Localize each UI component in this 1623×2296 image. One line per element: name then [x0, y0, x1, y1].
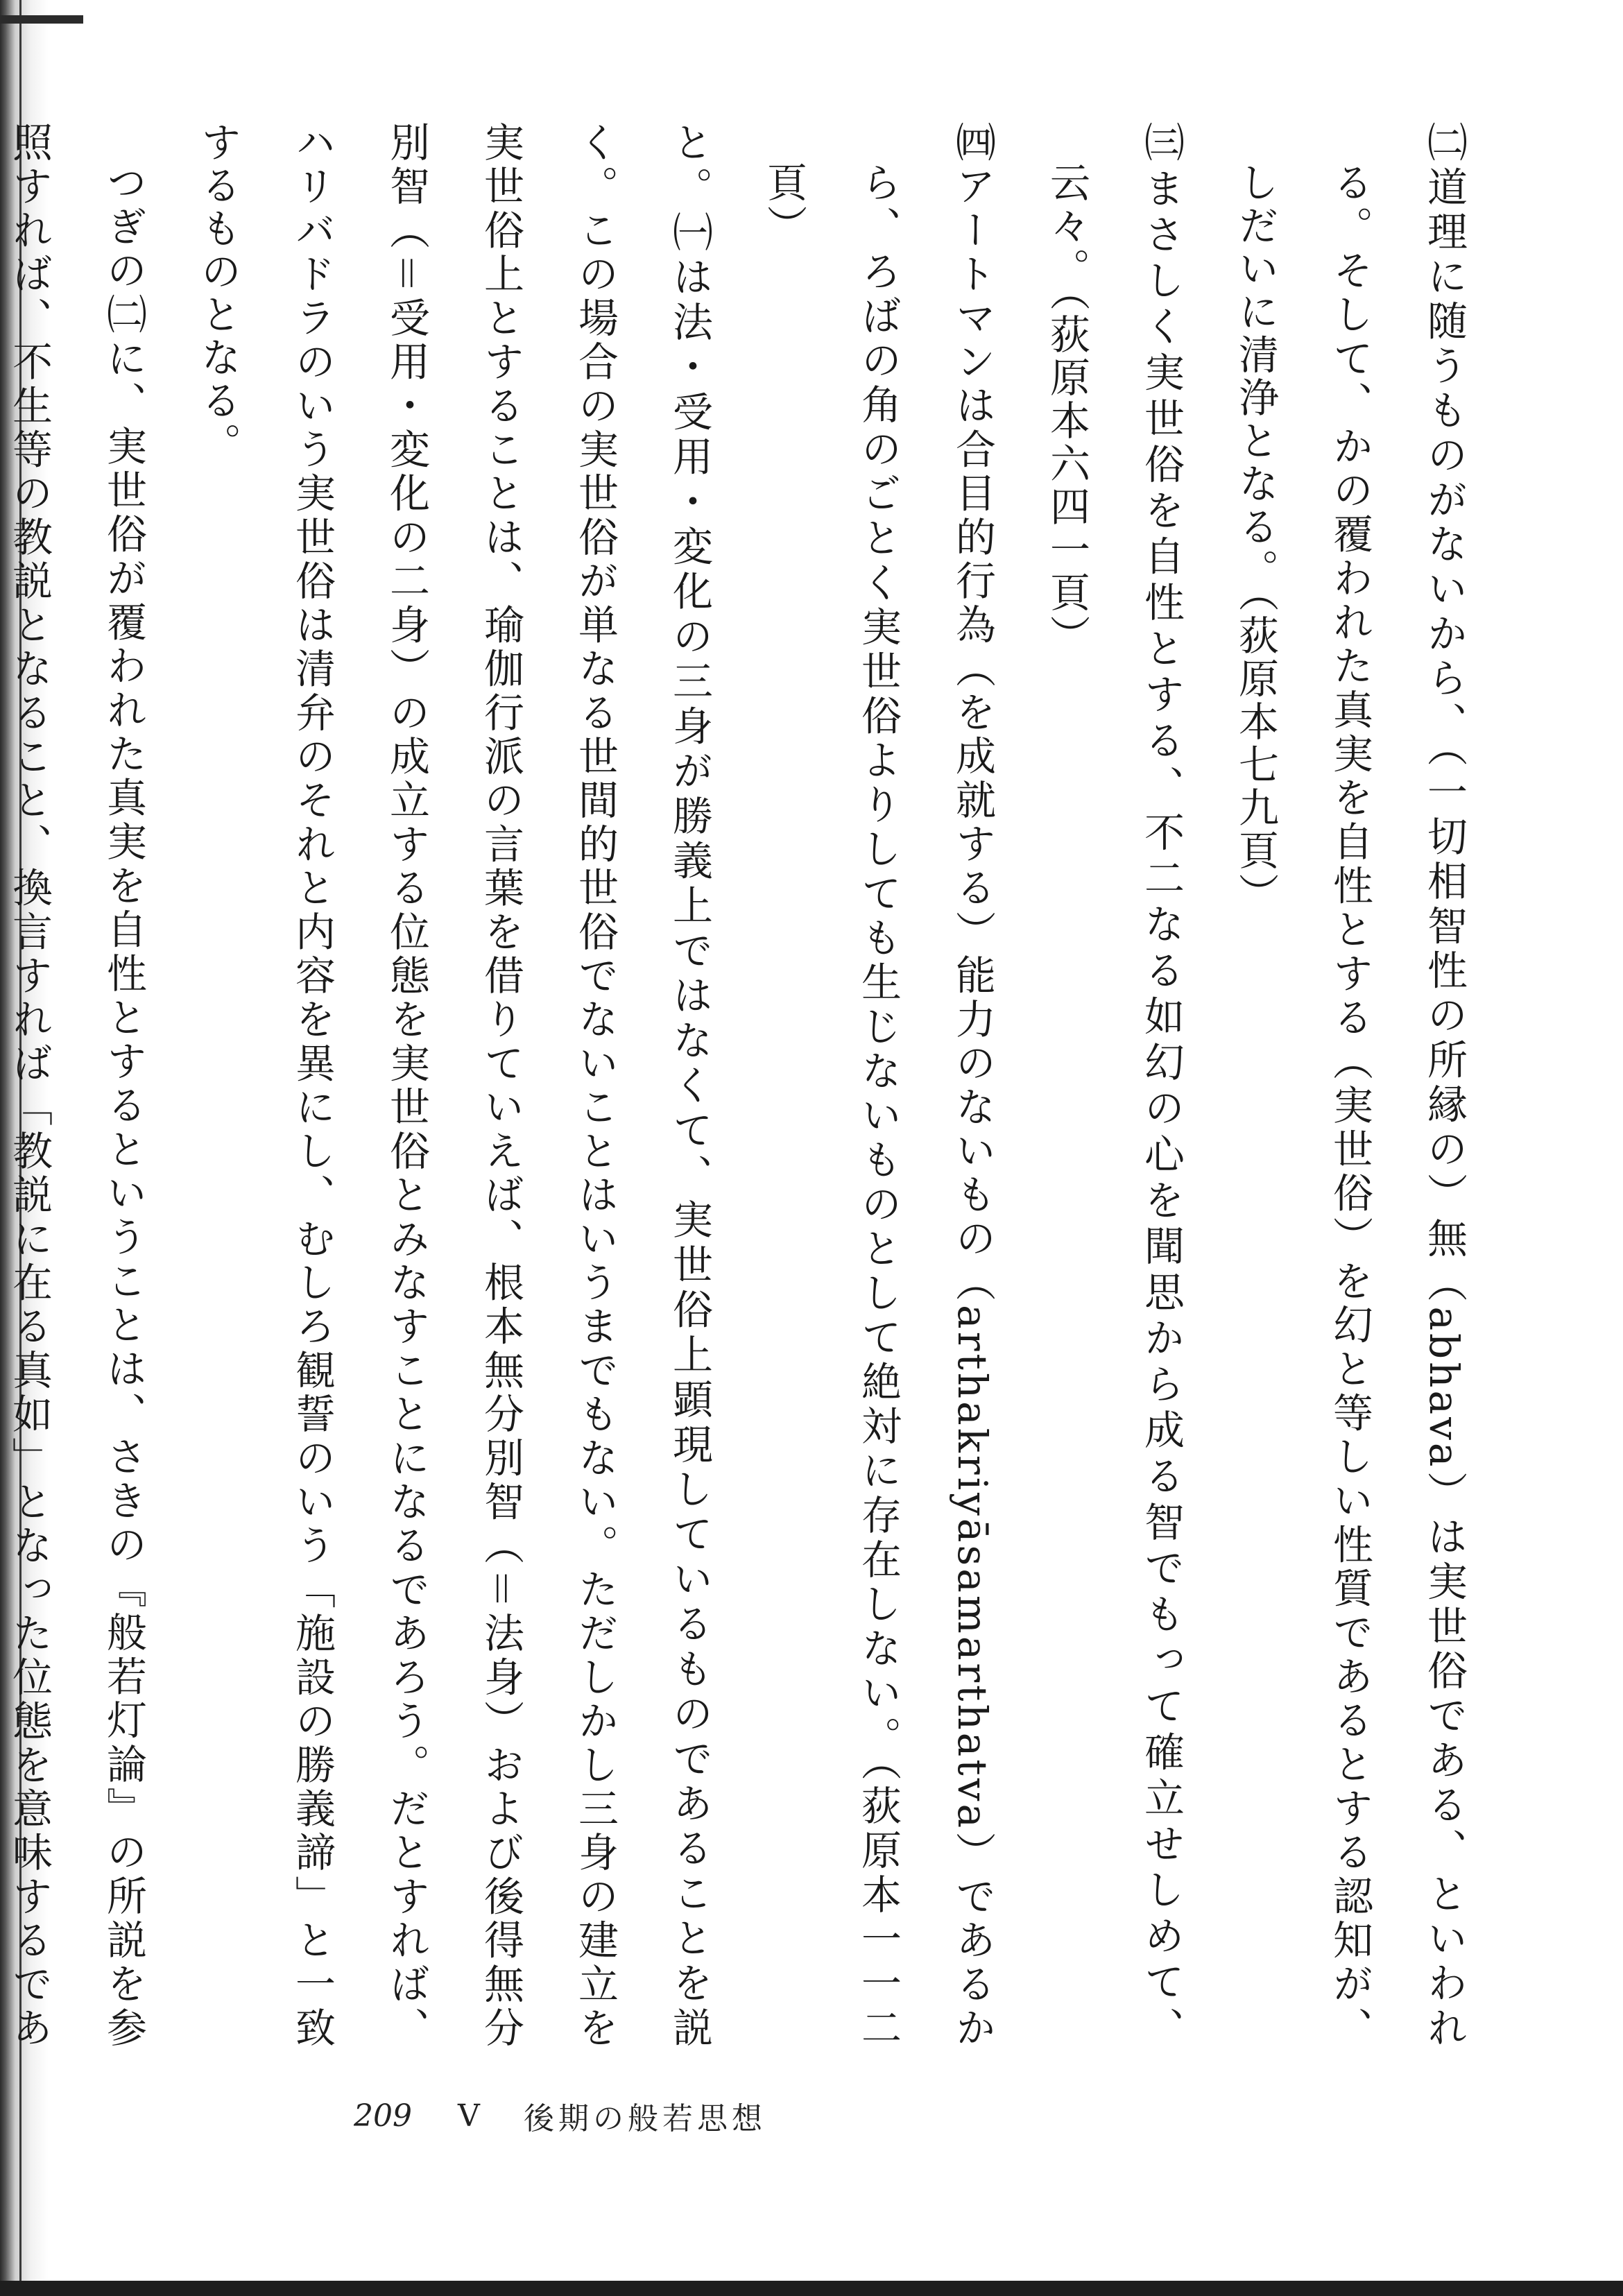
- quotation-item-3: ㈢まさしく実世俗を自性とする、不二なる如幻の心を聞思から成る智でもって確立せしめて、云々。（荻原本六四一頁）: [1043, 121, 1185, 2050]
- scan-edge-mark: [0, 15, 83, 24]
- commentary-paragraph-1: と。㈠は法・受用・変化の三身が勝義上ではなくて、実世俗上顕現しているものであることを説く。この場合の実世俗が単なる世間的世俗でないことはいうまでもない。ただしかし三身の建立を実世俗上とすることは、瑜伽行派の言葉を借りていえば、根本無分別智（＝法身）および後得無分別智（＝受用・変化の二身）の成立する位態を実世俗とみなすことになるであろう。だとすれば、ハリバドラのいう実世俗は清弁のそれと内容を異にし、むしろ観誓のいう「施設の勝義諦」と一致するものとなる。: [194, 121, 713, 2050]
- commentary-paragraph-2: つぎの㈡に、実世俗が覆われた真実を自性とするということは、さきの『般若灯論』の所説を参照すれば、不生等の教説となること、換言すれば「教説に在る真如」となった位態を意味するであ: [6, 121, 147, 2050]
- page-number: 209: [354, 2098, 412, 2134]
- running-footer: [354, 2091, 766, 2140]
- body-text: [6, 121, 1491, 2050]
- scan-bottom-edge: [0, 2281, 1623, 2296]
- part-number: V: [458, 2098, 480, 2134]
- quotation-item-4: ㈣アートマンは合目的行為（を成就する）能力のないもの（arthakriyāsamarthatva）であるから、ろばの角のごとく実世俗よりしても生じないものとして絶対に存在しない。（荻原本一一二頁）: [760, 121, 996, 2050]
- chapter-title: 後期の般若思想: [524, 2101, 766, 2136]
- quotation-item-2: ㈡道理に随うものがないから、（一切相智性の所縁の）無（abhava）は実世俗である、といわれる。そして、かの覆われた真実を自性とする（実世俗）を幻と等しい性質であるとする認知が、しだいに清浄となる。（荻原本七九頁）: [1232, 121, 1468, 2050]
